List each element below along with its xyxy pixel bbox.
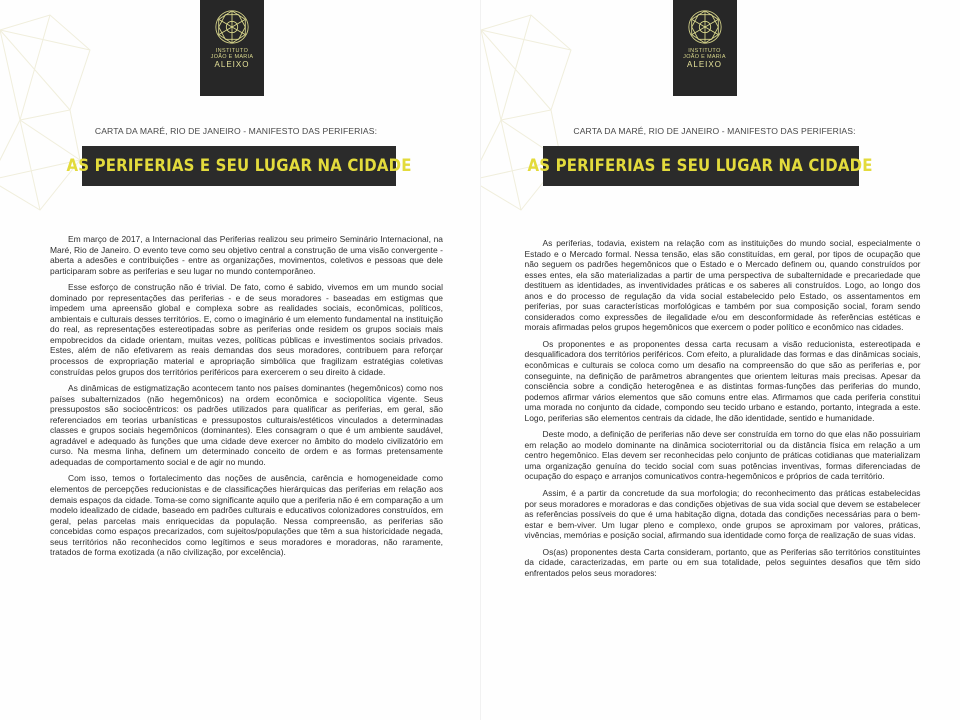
page-subtitle: CARTA DA MARÉ, RIO DE JANEIRO - MANIFESTO DAS PERIFERIAS: <box>573 126 856 136</box>
geodesic-sphere-icon <box>686 8 724 46</box>
decorative-geodesic-lines <box>480 10 591 220</box>
logo-line-3: ALEIXO <box>214 59 250 69</box>
logo-line-3: ALEIXO <box>687 59 722 69</box>
page-subtitle: CARTA DA MARÉ, RIO DE JANEIRO - MANIFESTO DAS PERIFERIAS: <box>94 126 378 136</box>
page-title: AS PERIFERIAS E SEU LUGAR NA CIDADE <box>527 156 874 176</box>
title-banner <box>527 146 874 186</box>
body-text <box>525 238 921 584</box>
paragraph: As dinâmicas de estigmatização acontecem tanto nos países dominantes (hegemônicos) como nos países subalternizados (não hegemônicos) na ordem econômica e sociopolítica vigente. Seus pressupostos são sociocêntricos: os padrões utilizados para qualificar as periferias, em geral, são referenciados em teorias urbanísticas e pressupostos culturais/estéticos vinculados a determinadas classes e grupos sociais hegemônicos (dominantes). Eles consagram o que é um ambiente saudável, agradável e adequado às funções que uma cidade deve exercer no âmbito do modelo civilizatório em curso. Na mesma linha, definem um determinado conceito de ordem e as formas pretensamente adequadas de comportamento social e de agir no mundo. <box>50 383 443 467</box>
paragraph: As periferias, todavia, existem na relação com as instituições do mundo social, especialmente o Estado e o Mercado formal. Nessa tensão, elas são constituídas, em geral, por tipos de ocupação que não seguem os padrões hegemônicos que o Estado e o Mercado definem ou, quando construídos por esses entes, ela são materializadas a partir de uma perspectiva de subalternidade e precariedade que destituem as identidades, as inventividades práticas e os saberes ali construídos. Logo, ao longo dos anos e do processo de regulação da vida social estabelecido pelo Estado, os assentamentos em periferias, por suas características morfológicas e também por sua composição social, foram sendo considerados como expressões de ilegalidade e/ou em desconformidade às referências estéticas e morais afirmadas pelos grupos hegemônicos que exercem o poder político e econômico nas cidades. <box>524 238 921 333</box>
logo-line-1: INSTITUTO <box>688 48 721 54</box>
brand-logo <box>673 0 737 96</box>
logo-line-1: INSTITUTO <box>215 48 249 54</box>
logo-line-2: JOÃO E MARIA <box>210 53 254 60</box>
page-right <box>480 0 960 720</box>
geodesic-sphere-icon <box>213 8 251 46</box>
page-title: AS PERIFERIAS E SEU LUGAR NA CIDADE <box>66 156 412 176</box>
paragraph: Assim, é a partir da concretude da sua morfologia; do reconhecimento das práticas estabelecidas por seus moradores e moradoras e das condições objetivas de sua vida social que devem se estabelecer as referências possíveis do que é uma habitação digna, dotada das condições necessárias para o bem-estar e bem-viver. Um lugar pleno e complexo, onde grupos se aproximam por valores, práticas, vivências, memórias e posição social, afirmando sua identidade como força de realização de suas vidas. <box>524 488 921 541</box>
logo-line-2: JOÃO E MARIA <box>683 53 726 60</box>
decorative-geodesic-lines <box>0 10 110 220</box>
logo-text <box>683 49 726 69</box>
paragraph: Deste modo, a definição de periferias não deve ser construída em torno do que elas não possuiriam em relação ao modelo dominante na dinâmica socioterritorial ou da distância física em relação a um centro hegemônico. Elas devem ser reconhecidas pelo conjunto de práticas cotidianas que materializam uma organização genuína do tecido social com suas potências inventivas, formas diferenciadas de ocupação do espaço e arranjos comunicativos contra-hegemônicos e próprios de cada território. <box>524 429 921 482</box>
paragraph: Em março de 2017, a Internacional das Periferias realizou seu primeiro Seminário Internacional, na Maré, Rio de Janeiro. O evento teve como seu objetivo central a construção de uma visão convergente - aberta a adesões e contribuições - entre as organizações, movimentos, coletivos e pessoas que dele participaram sobre as periferias e seu lugar no mundo contemporâneo. <box>50 234 443 276</box>
logo-text <box>211 49 254 69</box>
paragraph: Os proponentes e as proponentes dessa carta recusam a visão reducionista, estereotipada e desqualificadora dos territórios periféricos. Com efeito, a pluralidade das formas e das dinâmicas sociais, econômicas e culturais se coloca como um desafio na compreensão do que são as periferias e, por conseguinte, na definição de parâmetros abrangentes que orientem leituras mais precisas. Apesar da consciência sobre a condição heterogênea e as distintas formas-funções das periferias do mundo, podemos afirmar vários elementos que são comuns entre elas. Afirmamos que cada periferia constitui uma morada no conjunto da cidade, compondo seu tecido urbano e estando, portanto, integrada a este. Logo, periferias são elementos centrais da cidade, lhe dão identidade, sentido e humanidade. <box>524 338 921 423</box>
paragraph: Esse esforço de construção não é trivial. De fato, como é sabido, vivemos em um mundo social dominado por representações das periferias - e de seus moradores - baseadas em estigmas que impedem uma apreensão global e complexa sobre as realidades sociais, econômicas, políticos, ambientais e culturais desses territórios. E, como o imaginário é um elemento fundamental na instituição do real, as representações estereotipadas sobre as periferias onde residem os grupos sociais mais empobrecidos da cidade orientam, muitas vezes, políticas públicas e investimentos sociais privados. Estes, além de não efetivarem as reais demandas dos seus moradores, contribuem para reforçar processos de expropriação material e apropriação simbólica que fragilizam estratégias coletivas construídas pelos grupos dos territórios periféricos para exercerem o seu direito à cidade. <box>50 282 443 377</box>
paragraph: Os(as) proponentes desta Carta consideram, portanto, que as Periferias são territórios constituintes da cidade, caracterizadas, em parte ou em sua totalidade, pelos seguintes desafios que têm sido enfrentados pelos seus moradores: <box>524 546 921 578</box>
paragraph: Com isso, temos o fortalecimento das noções de ausência, carência e homogeneidade como elementos de percepções reducionistas e de classificações hierárquicas das periferias em relação aos demais espaços da cidade. Toma-se como significante aquilo que a periferia não é em comparação a um modelo idealizado de cidade, baseado em padrões culturais e educativos colonizadores construídos, em geral, pelas parcelas mais enriquecidas da população. Nessa compreensão, as periferias são concebidas como espaços precarizados, com sujeitos/populações que têm a sua historicidade negada, seus territórios não reconhecidos como legítimos e seus moradores e moradoras, não raramente, tratados de forma exotizada (a não civilização, por excelência). <box>50 473 443 558</box>
title-banner <box>66 146 412 186</box>
brand-logo <box>200 0 264 96</box>
body-text <box>50 234 443 564</box>
